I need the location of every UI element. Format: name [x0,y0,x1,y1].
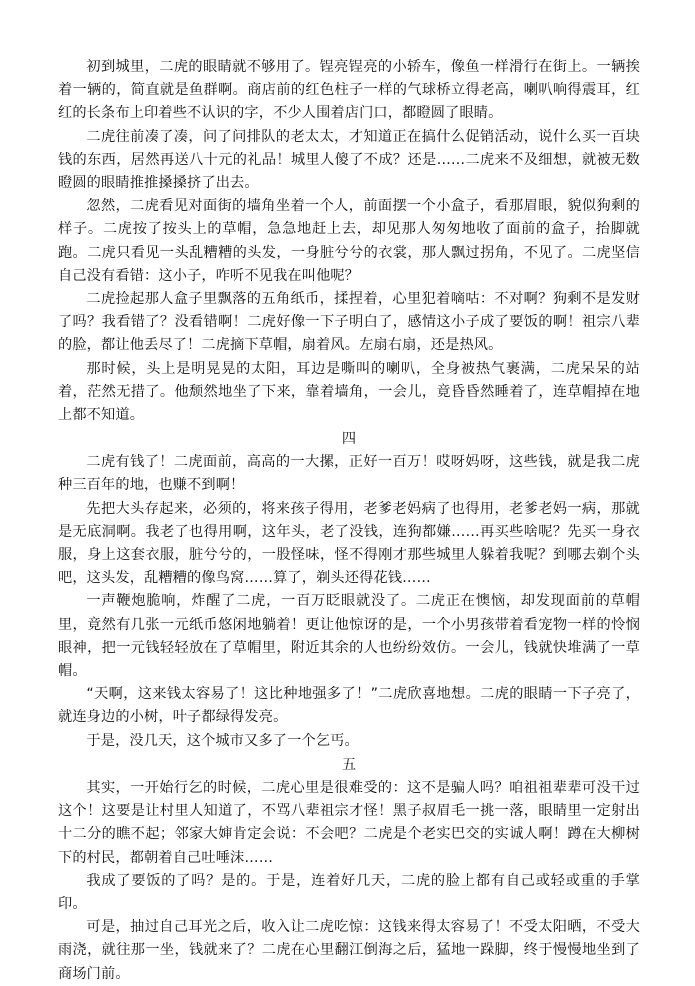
section-heading-four: 四 [341,431,357,448]
document-page [58,56,640,986]
paragraph: 我成了要饭的了吗？是的。于是，连着好几天，二虎的脸上都有自己或轻或重的手掌印。 [58,872,640,912]
paragraph: 忽然，二虎看见对面街的墙角坐着一个人，前面摆一个小盒子，看那眉眼，貌似狗剩的样子。二虎按了按头上的草帽，急急地赶上去，却见那人匆匆地收了面前的盒子，抬脚就跑。二虎只看见一头乱糟糟的头发，一身脏兮兮的衣裳，那人飘过拐角，不见了。二虎坚信自己没有看错：这小子，咋听不见我在叫他呢？ [58,198,640,284]
paragraph: 那时候，头上是明晃晃的太阳，耳边是嘶叫的喇叭，全身被热气裹满，二虎呆呆的站着，茫然无措了。他颓然地坐了下来，靠着墙角，一会儿，竟昏昏然睡着了，连草帽掉在地上都不知道。 [58,360,640,424]
paragraph: “天啊，这来钱太容易了！这比种地强多了！”二虎欣喜地想。二虎的眼睛一下子亮了，就连身边的小树，叶子都绿得发亮。 [58,686,640,726]
paragraph: 二虎捡起那人盒子里飘落的五角纸币，揉捏着，心里犯着嘀咕：不对啊？狗剩不是发财了吗？我看错了？没看错啊！二虎好像一下子明白了，感情这小子成了要饭的啊！祖宗八辈的脸，都让他丢尽了！二虎摘下草帽，扇着风。左扇右扇，还是热风。 [58,291,640,354]
paragraph: 可是，抽过自己耳光之后，收入让二虎吃惊：这钱来得太容易了！不受太阳晒，不受大雨浇，就往那一坐，钱就来了？二虎在心里翻江倒海之后，猛地一跺脚，终于慢慢地坐到了商场门前。 [58,919,640,982]
paragraph: 一声鞭炮脆响，炸醒了二虎，一百万眨眼就没了。二虎正在懊恼，却发现面前的草帽里，竟然有几张一元纸币悠闲地躺着！更让他惊讶的是，一个小男孩带着看宠物一样的怜悯眼神，把一元钱轻轻放在了草帽里，附近其余的人也纷纷效仿。一会儿，钱就快堆满了一草帽。 [58,593,640,680]
paragraph: 二虎有钱了！二虎面前，高高的一大摞，正好一百万！哎呀妈呀，这些钱，就是我二虎种三百年的地，也赚不到啊！ [58,454,640,494]
section-heading-five: 五 [341,756,357,773]
paragraph: 其实，一开始行乞的时候，二虎心里是很难受的：这不是骗人吗？咱祖祖辈辈可没干过这个！这要是让村里人知道了，不骂八辈祖宗才怪！黑子叔眉毛一挑一落，眼睛里一定射出十二分的瞧不起；邻家大婶肯定会说：不会吧？二虎是个老实巴交的实诚人啊！蹲在大柳树下的村民，都朝着自己吐唾沫…… [58,779,640,866]
paragraph: 初到城里，二虎的眼睛就不够用了。锃亮锃亮的小轿车，像鱼一样滑行在街上。一辆挨着一辆的，简直就是鱼群啊。商店前的红色柱子一样的气球桥立得老高，喇叭响得震耳，红红的长条布上印着些不认识的字，不少人围着店门口，都瞪圆了眼睛。 [58,59,640,122]
paragraph: 二虎往前凑了凑，问了问排队的老太太，才知道正在搞什么促销活动，说什么买一百块钱的东西，居然再送八十元的礼品！城里人傻了不成？还是……二虎来不及细想，就被无数瞪圆的眼睛推推搡搡挤了出去。 [58,128,640,192]
paragraph: 先把大头存起来，必须的，将来孩子得用，老爹老妈病了也得用，老爹老妈一病，那就是无底洞啊。我老了也得用啊，这年头，老了没钱，连狗都嫌……再买些啥呢？先买一身衣服，身上这套衣服，脏兮兮的，一股怪味，怪不得刚才那些城里人躲着我呢？到哪去剃个头吧，这头发，乱糟糟的像鸟窝……算了，剃头还得花钱…… [58,500,640,587]
paragraph: 于是，没几天，这个城市又多了一个乞丐。 [86,732,359,749]
